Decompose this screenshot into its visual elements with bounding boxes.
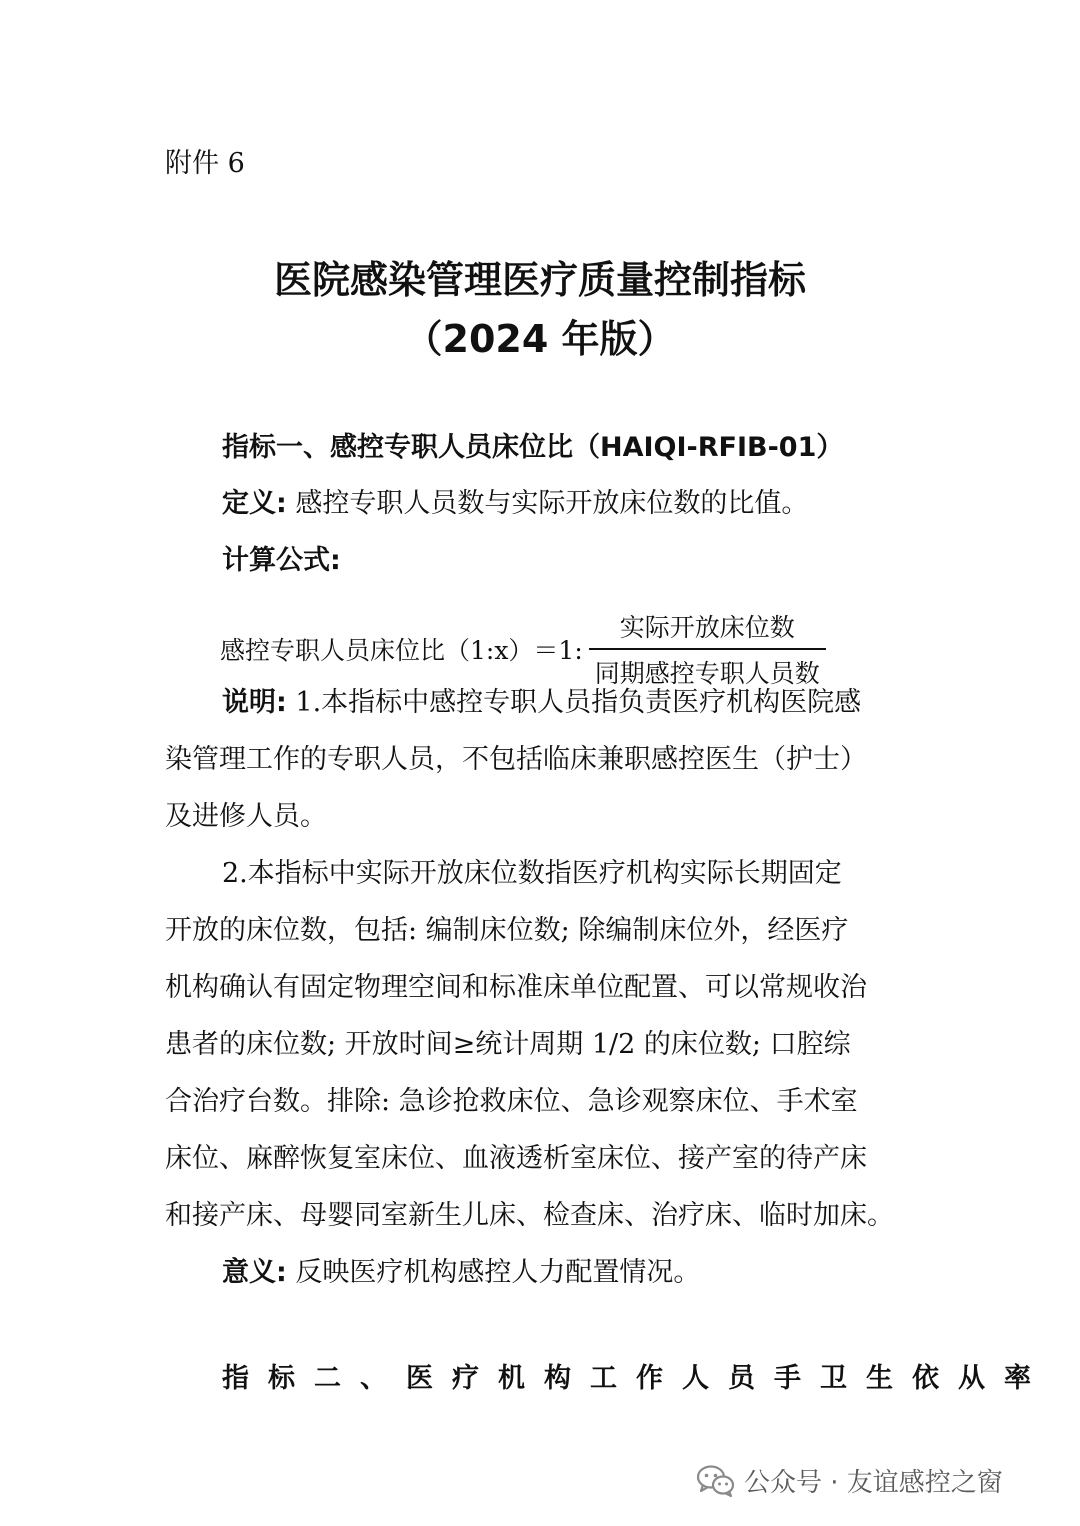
document-title: 医院感染管理医疗质量控制指标 (273, 258, 806, 302)
formula-numerator: 实际开放床位数 (619, 613, 795, 642)
note1-line2: 染管理工作的专职人员，不包括临床兼职感控医生（护士） (165, 744, 867, 775)
wechat-icon (696, 1464, 736, 1498)
attachment-label: 附件 6 (165, 148, 245, 179)
note2-line: 机构确认有固定物理空间和标准床单位配置、可以常规收治 (165, 972, 867, 1003)
note-label: 说明: (222, 687, 287, 718)
note2-line: 合治疗台数。排除: 急诊抢救床位、急诊观察床位、手术室 (165, 1086, 858, 1117)
formula (220, 608, 826, 690)
document-title-year: （2024 年版） (404, 317, 676, 361)
meaning-label: 意义: (222, 1257, 287, 1288)
note2-line: 患者的床位数; 开放时间≥统计周期 1/2 的床位数; 口腔综 (165, 1029, 851, 1060)
formula-fraction (589, 608, 826, 690)
note1-line1 (222, 680, 861, 719)
note2-line: 床位、麻醉恢复室床位、血液透析室床位、接产室的待产床 (165, 1143, 867, 1174)
formula-denominator: 同期感控专职人员数 (589, 648, 826, 690)
note1-line3: 及进修人员。 (165, 801, 327, 832)
note1-text: 1.本指标中感控专职人员指负责医疗机构医院感 (286, 687, 862, 718)
definition-label: 定义: (222, 488, 287, 519)
indicator1-heading: 指标一、感控专职人员床位比（HAIQI-RFIB-01） (222, 432, 844, 463)
footer-text: 公众号 · 友谊感控之窗 (744, 1468, 1003, 1498)
formula-label: 计算公式: (222, 545, 341, 576)
formula-left: 感控专职人员床位比（1:x）＝1: (220, 636, 583, 665)
meaning-text: 反映医疗机构感控人力配置情况。 (286, 1257, 701, 1288)
note2-line: 2.本指标中实际开放床位数指医疗机构实际长期固定 (222, 858, 842, 889)
watermark-footer (696, 1462, 1003, 1499)
indicator2-heading: 指标二、医疗机构工作人员手卫生依从率 (222, 1363, 1050, 1394)
note2-line: 和接产床、母婴同室新生儿床、检查床、治疗床、临时加床。 (165, 1200, 894, 1231)
note2-line: 开放的床位数，包括: 编制床位数; 除编制床位外，经医疗 (165, 915, 849, 946)
indicator1-meaning (222, 1250, 700, 1289)
definition-text: 感控专职人员数与实际开放床位数的比值。 (286, 488, 809, 519)
indicator1-definition (222, 481, 808, 520)
